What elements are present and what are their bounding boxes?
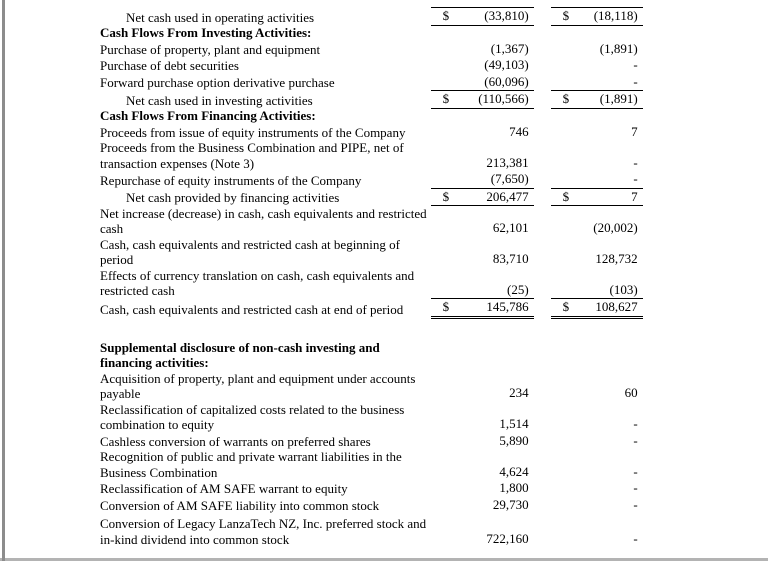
cash-flow-table bbox=[100, 7, 643, 547]
amount-col2 bbox=[551, 74, 643, 91]
currency-symbol: $ bbox=[442, 91, 450, 106]
row-label-line: combination to equity bbox=[100, 417, 215, 432]
amount-box bbox=[431, 41, 534, 58]
currency-symbol: $ bbox=[442, 8, 450, 23]
row-label bbox=[100, 108, 431, 124]
amount-box bbox=[551, 41, 643, 58]
row-label bbox=[100, 171, 431, 188]
amount-value: (60,096) bbox=[484, 73, 529, 89]
amount-value: - bbox=[633, 154, 638, 170]
amount-col2 bbox=[551, 371, 643, 402]
amount-box bbox=[551, 299, 643, 316]
amount-box bbox=[551, 433, 643, 450]
amount-box bbox=[551, 171, 643, 188]
amount-box bbox=[431, 171, 534, 188]
amount-col2 bbox=[551, 513, 643, 547]
currency-symbol: $ bbox=[442, 188, 450, 204]
amount-col1 bbox=[431, 371, 534, 402]
row-label bbox=[100, 74, 431, 91]
amount-col2 bbox=[551, 340, 643, 371]
column-gap bbox=[534, 402, 551, 433]
page-left-border bbox=[2, 0, 5, 561]
amount-col1 bbox=[431, 25, 534, 41]
amount-box bbox=[551, 464, 643, 481]
table-row bbox=[100, 74, 643, 91]
amount-value: 7 bbox=[631, 123, 638, 139]
table-row bbox=[100, 206, 643, 237]
row-label-line: Net cash used in operating activities bbox=[126, 9, 315, 25]
spacer-cell bbox=[100, 317, 643, 340]
row-label-line: Effects of currency translation on cash, cash equivalents and bbox=[100, 267, 415, 283]
amount-value: - bbox=[633, 496, 638, 512]
row-label bbox=[100, 497, 431, 514]
table-row bbox=[100, 124, 643, 141]
amount-col2 bbox=[551, 237, 643, 268]
amount-value: 60 bbox=[624, 385, 638, 400]
table-row bbox=[100, 371, 643, 402]
amount-col1 bbox=[431, 340, 534, 371]
row-label-line: financing activities: bbox=[100, 355, 209, 370]
row-label-line: in-kind dividend into common stock bbox=[100, 531, 290, 547]
amount-value: 5,890 bbox=[499, 432, 529, 448]
amount-box bbox=[431, 57, 534, 74]
row-label-line: restricted cash bbox=[100, 283, 175, 298]
amount-col2 bbox=[551, 497, 643, 514]
amount-box bbox=[551, 251, 643, 268]
row-label-line: Conversion of AM SAFE liability into common stock bbox=[100, 497, 380, 513]
table-row bbox=[100, 171, 643, 188]
amount-value: - bbox=[633, 480, 638, 495]
amount-value: 128,732 bbox=[595, 251, 638, 266]
amount-box bbox=[551, 385, 643, 402]
row-label-line: period bbox=[100, 252, 134, 267]
amount-value: 234 bbox=[509, 385, 529, 400]
row-label-line: Net increase (decrease) in cash, cash equivalents and restricted bbox=[100, 205, 427, 221]
table-row bbox=[100, 402, 643, 433]
table-row bbox=[100, 480, 643, 497]
amount-col1 bbox=[431, 8, 534, 26]
amount-value: 29,730 bbox=[492, 496, 529, 512]
row-label-line: Acquisition of property, plant and equipment under accounts bbox=[100, 370, 416, 386]
column-gap bbox=[534, 108, 551, 124]
row-label-line: Cash Flows From Financing Activities: bbox=[100, 108, 316, 123]
amount-box bbox=[551, 282, 643, 299]
amount-col1 bbox=[431, 91, 534, 109]
row-label-line: cash bbox=[100, 221, 124, 236]
amount-value: - bbox=[633, 416, 638, 431]
row-label bbox=[100, 340, 431, 371]
column-gap bbox=[534, 449, 551, 480]
amount-value: 108,627 bbox=[595, 299, 638, 314]
amount-box bbox=[551, 91, 643, 108]
amount-col1 bbox=[431, 433, 534, 450]
amount-box bbox=[551, 57, 643, 74]
amount-col1 bbox=[431, 402, 534, 433]
amount-value: - bbox=[633, 463, 638, 479]
table-row bbox=[100, 513, 643, 547]
row-label bbox=[100, 268, 431, 299]
table-row bbox=[100, 41, 643, 58]
table-row bbox=[100, 188, 643, 206]
amount-value: (18,118) bbox=[593, 8, 638, 23]
amount-col2 bbox=[551, 268, 643, 299]
amount-value: 145,786 bbox=[486, 299, 529, 314]
column-gap bbox=[534, 74, 551, 91]
table-row bbox=[100, 340, 643, 371]
amount-value: 62,101 bbox=[492, 220, 529, 235]
amount-col2 bbox=[551, 41, 643, 58]
row-label-line: Repurchase of equity instruments of the Company bbox=[100, 172, 362, 188]
amount-value: 206,477 bbox=[486, 188, 529, 204]
amount-box bbox=[431, 189, 534, 206]
table-row bbox=[100, 8, 643, 26]
amount-col2 bbox=[551, 171, 643, 188]
amount-col2 bbox=[551, 206, 643, 237]
row-label bbox=[100, 124, 431, 141]
table-row bbox=[100, 268, 643, 299]
row-label bbox=[100, 41, 431, 58]
row-label-line: Conversion of Legacy LanzaTech NZ, Inc. preferred stock and bbox=[100, 516, 427, 531]
amount-box bbox=[431, 91, 534, 108]
row-label-line: Proceeds from the Business Combination and PIPE, net of bbox=[100, 140, 404, 155]
row-label-line: Business Combination bbox=[100, 464, 218, 480]
row-label bbox=[100, 206, 431, 237]
column-gap bbox=[534, 171, 551, 188]
amount-box bbox=[431, 464, 534, 481]
amount-value: (110,566) bbox=[478, 91, 529, 106]
amount-col2 bbox=[551, 124, 643, 141]
row-label-line: Reclassification of AM SAFE warrant to equity bbox=[100, 481, 348, 496]
amount-col2 bbox=[551, 140, 643, 171]
table-row bbox=[100, 91, 643, 109]
amount-box bbox=[431, 8, 534, 25]
row-label bbox=[100, 57, 431, 74]
amount-col1 bbox=[431, 124, 534, 141]
amount-value: 1,514 bbox=[499, 416, 529, 431]
currency-symbol: $ bbox=[562, 8, 570, 23]
amount-col1 bbox=[431, 108, 534, 124]
amount-col1 bbox=[431, 171, 534, 188]
amount-col2 bbox=[551, 433, 643, 450]
table-row bbox=[100, 497, 643, 514]
column-gap bbox=[534, 41, 551, 58]
column-gap bbox=[534, 340, 551, 371]
amount-col1 bbox=[431, 41, 534, 58]
amount-box bbox=[431, 531, 534, 548]
column-gap bbox=[534, 188, 551, 206]
amount-value: (1,367) bbox=[490, 40, 529, 56]
column-gap bbox=[534, 91, 551, 109]
row-label-line: Cash, cash equivalents and restricted cash at end of period bbox=[100, 301, 404, 317]
table-row bbox=[100, 57, 643, 74]
amount-value: - bbox=[633, 171, 638, 186]
amount-col1 bbox=[431, 513, 534, 547]
amount-col2 bbox=[551, 108, 643, 124]
amount-col1 bbox=[431, 188, 534, 206]
column-gap bbox=[534, 268, 551, 299]
amount-value: (33,810) bbox=[484, 8, 529, 23]
row-label bbox=[100, 237, 431, 268]
amount-box bbox=[431, 299, 534, 316]
amount-value: (20,002) bbox=[593, 220, 638, 235]
amount-col2 bbox=[551, 25, 643, 41]
column-gap bbox=[534, 480, 551, 497]
amount-value: 722,160 bbox=[486, 530, 529, 546]
row-label bbox=[100, 449, 431, 480]
amount-box bbox=[431, 385, 534, 402]
amount-box bbox=[551, 74, 643, 91]
amount-value: (49,103) bbox=[484, 57, 529, 72]
currency-symbol: $ bbox=[562, 299, 570, 314]
amount-box bbox=[431, 416, 534, 433]
amount-value: (1,891) bbox=[599, 91, 638, 106]
amount-col1 bbox=[431, 268, 534, 299]
row-label-line: Cash, cash equivalents and restricted cash at beginning of bbox=[100, 236, 400, 252]
column-gap bbox=[534, 206, 551, 237]
row-label bbox=[100, 140, 431, 171]
table-row bbox=[100, 237, 643, 268]
currency-symbol: $ bbox=[562, 91, 570, 106]
row-label bbox=[100, 25, 431, 41]
column-gap bbox=[534, 124, 551, 141]
amount-col1 bbox=[431, 74, 534, 91]
amount-box bbox=[551, 497, 643, 514]
amount-value: 1,800 bbox=[499, 480, 529, 495]
amount-col1 bbox=[431, 449, 534, 480]
amount-value: (103) bbox=[609, 281, 638, 297]
amount-col2 bbox=[551, 91, 643, 109]
amount-box bbox=[551, 416, 643, 433]
row-label-line: payable bbox=[100, 386, 141, 401]
column-gap bbox=[534, 513, 551, 547]
amount-value: - bbox=[633, 57, 638, 72]
amount-box bbox=[431, 220, 534, 237]
amount-value: (25) bbox=[506, 281, 529, 297]
amount-box bbox=[551, 480, 643, 497]
row-label bbox=[100, 299, 431, 318]
row-label-line: Forward purchase option derivative purchase bbox=[100, 75, 335, 90]
row-label bbox=[100, 433, 431, 450]
amount-col1 bbox=[431, 206, 534, 237]
cash-flow-rows bbox=[100, 8, 643, 548]
spacer-row bbox=[100, 317, 643, 340]
table-row bbox=[100, 433, 643, 450]
table-row bbox=[100, 25, 643, 41]
row-label bbox=[100, 8, 431, 26]
row-label-line: Net cash used in investing activities bbox=[126, 92, 313, 108]
amount-col1 bbox=[431, 140, 534, 171]
row-label bbox=[100, 371, 431, 402]
amount-col2 bbox=[551, 402, 643, 433]
column-gap bbox=[534, 299, 551, 318]
amount-col1 bbox=[431, 480, 534, 497]
amount-value: 7 bbox=[631, 188, 638, 204]
column-gap bbox=[534, 497, 551, 514]
row-label-line: Supplemental disclosure of non-cash investing and bbox=[100, 339, 380, 355]
row-label-line: Purchase of property, plant and equipment bbox=[100, 41, 321, 57]
column-gap bbox=[534, 57, 551, 74]
amount-value: 213,381 bbox=[486, 154, 529, 170]
amount-box bbox=[551, 124, 643, 141]
table-row bbox=[100, 140, 643, 171]
row-label-line: Reclassification of capitalized costs related to the business bbox=[100, 401, 405, 417]
row-label-line: Cash Flows From Investing Activities: bbox=[100, 25, 312, 40]
table-row bbox=[100, 449, 643, 480]
amount-value: - bbox=[633, 432, 638, 448]
amount-box bbox=[551, 8, 643, 25]
row-label bbox=[100, 91, 431, 109]
amount-box bbox=[431, 155, 534, 172]
amount-col2 bbox=[551, 8, 643, 26]
amount-col2 bbox=[551, 480, 643, 497]
amount-value: - bbox=[633, 73, 638, 89]
currency-symbol: $ bbox=[562, 188, 570, 204]
amount-box bbox=[431, 251, 534, 268]
amount-col1 bbox=[431, 57, 534, 74]
column-gap bbox=[534, 25, 551, 41]
amount-box bbox=[431, 74, 534, 91]
row-label bbox=[100, 188, 431, 206]
table-row bbox=[100, 108, 643, 124]
row-label-line: Recognition of public and private warrant liabilities in the bbox=[100, 449, 402, 464]
amount-value: 746 bbox=[509, 123, 529, 139]
amount-box bbox=[431, 480, 534, 497]
column-gap bbox=[534, 8, 551, 26]
row-label bbox=[100, 513, 431, 547]
amount-col1 bbox=[431, 237, 534, 268]
amount-box bbox=[551, 220, 643, 237]
amount-col2 bbox=[551, 449, 643, 480]
column-gap bbox=[534, 371, 551, 402]
amount-value: (7,650) bbox=[490, 171, 529, 186]
column-gap bbox=[534, 237, 551, 268]
row-label-line: transaction expenses (Note 3) bbox=[100, 155, 255, 171]
amount-col1 bbox=[431, 299, 534, 318]
amount-box bbox=[551, 531, 643, 548]
amount-col2 bbox=[551, 299, 643, 318]
table-row bbox=[100, 299, 643, 318]
currency-symbol: $ bbox=[442, 299, 450, 314]
amount-box bbox=[551, 155, 643, 172]
amount-box bbox=[431, 282, 534, 299]
amount-value: (1,891) bbox=[599, 40, 638, 56]
row-label bbox=[100, 402, 431, 433]
amount-box bbox=[431, 124, 534, 141]
amount-col2 bbox=[551, 57, 643, 74]
amount-value: 4,624 bbox=[499, 463, 529, 479]
amount-col1 bbox=[431, 497, 534, 514]
amount-value: - bbox=[633, 530, 638, 546]
amount-value: 83,710 bbox=[492, 251, 529, 266]
row-label-line: Net cash provided by financing activities bbox=[126, 190, 340, 205]
amount-box bbox=[551, 189, 643, 206]
row-label-line: Purchase of debt securities bbox=[100, 58, 239, 73]
row-label bbox=[100, 480, 431, 497]
amount-box bbox=[431, 497, 534, 514]
column-gap bbox=[534, 433, 551, 450]
amount-box bbox=[431, 433, 534, 450]
row-label-line: Cashless conversion of warrants on preferred shares bbox=[100, 433, 371, 449]
column-gap bbox=[534, 140, 551, 171]
row-label-line: Proceeds from issue of equity instruments of the Company bbox=[100, 124, 406, 140]
amount-col2 bbox=[551, 188, 643, 206]
